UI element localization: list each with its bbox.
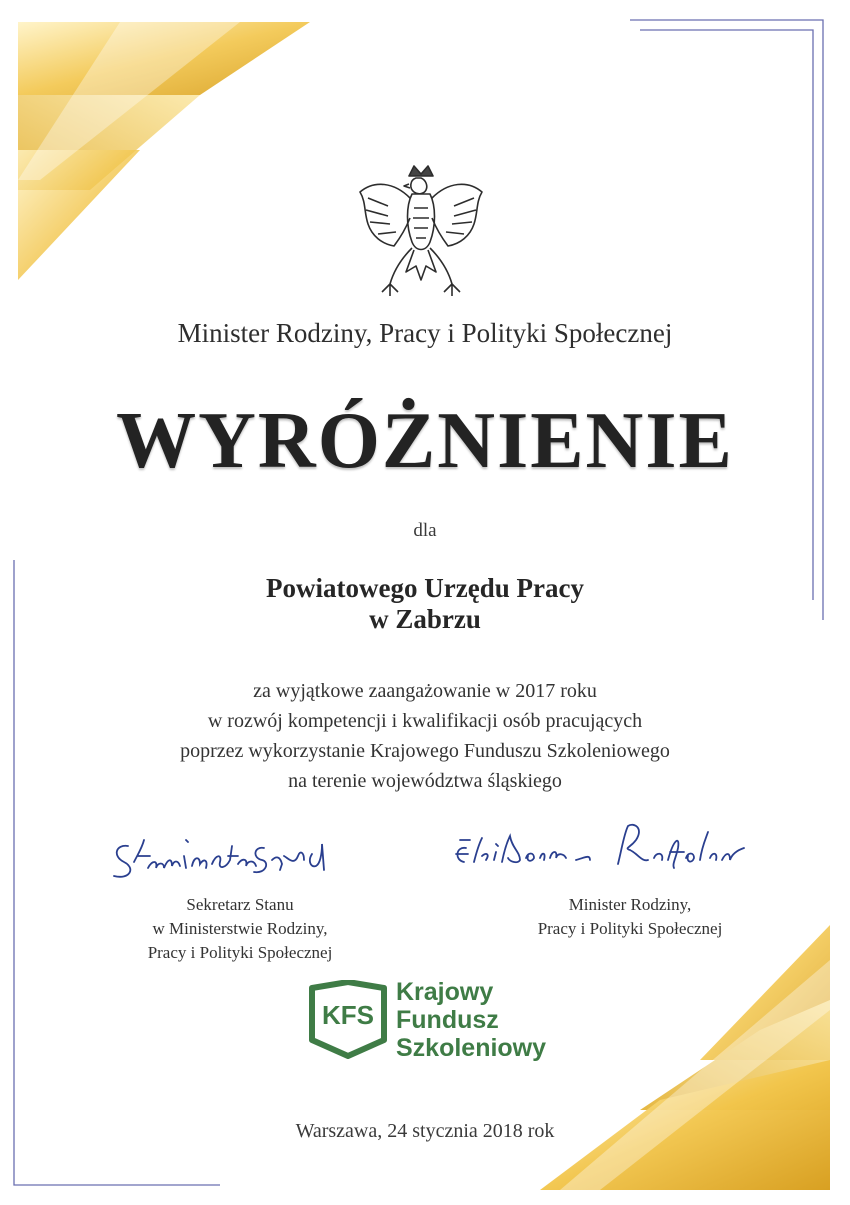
kfs-logo-line: Fundusz: [396, 1006, 499, 1034]
signature-right-image: [448, 818, 778, 880]
place-and-date: Warszawa, 24 stycznia 2018 rok: [295, 1120, 555, 1142]
recipient: [0, 573, 850, 635]
signatory-right-line: Pracy i Polityki Społecznej: [537, 919, 723, 938]
signatory-left-line: Sekretarz Stanu: [186, 895, 294, 914]
signatory-right-line: Minister Rodziny,: [568, 895, 692, 914]
signatory-right: [500, 893, 760, 941]
kfs-logo-line: Krajowy: [396, 978, 494, 1006]
reason-line: na terenie województwa śląskiego: [288, 770, 562, 792]
kfs-logo-text: [396, 978, 546, 1062]
signatory-left-line: w Ministerstwie Rodziny,: [152, 919, 328, 938]
kfs-logo-mark: KFS: [322, 1000, 374, 1030]
reason-line: za wyjątkowe zaangażowanie w 2017 roku: [253, 680, 597, 702]
gold-corner-top-left: [18, 22, 310, 280]
eagle-emblem-icon: [354, 162, 488, 312]
recipient-line-2: w Zabrzu: [369, 604, 481, 634]
reason-line: poprzez wykorzystanie Krajowego Funduszu Szkoleniowego: [180, 740, 670, 762]
gold-corner-bottom-right: [540, 925, 830, 1190]
signatory-left: [95, 893, 385, 965]
reason-line: w rozwój kompetencji i kwalifikacji osób pracujących: [207, 710, 643, 732]
signature-left-image: [108, 826, 358, 886]
kfs-logo-line: Szkoleniowy: [396, 1034, 547, 1062]
recipient-line-1: Powiatowego Urzędu Pracy: [266, 573, 584, 603]
issuer-line: Minister Rodziny, Pracy i Polityki Społecznej: [177, 318, 673, 348]
reason-text: [0, 676, 850, 796]
signatory-left-line: Pracy i Polityki Społecznej: [147, 943, 333, 962]
certificate-title: WYRÓŻNIENIE: [116, 397, 734, 485]
for-word: dla: [413, 520, 437, 541]
